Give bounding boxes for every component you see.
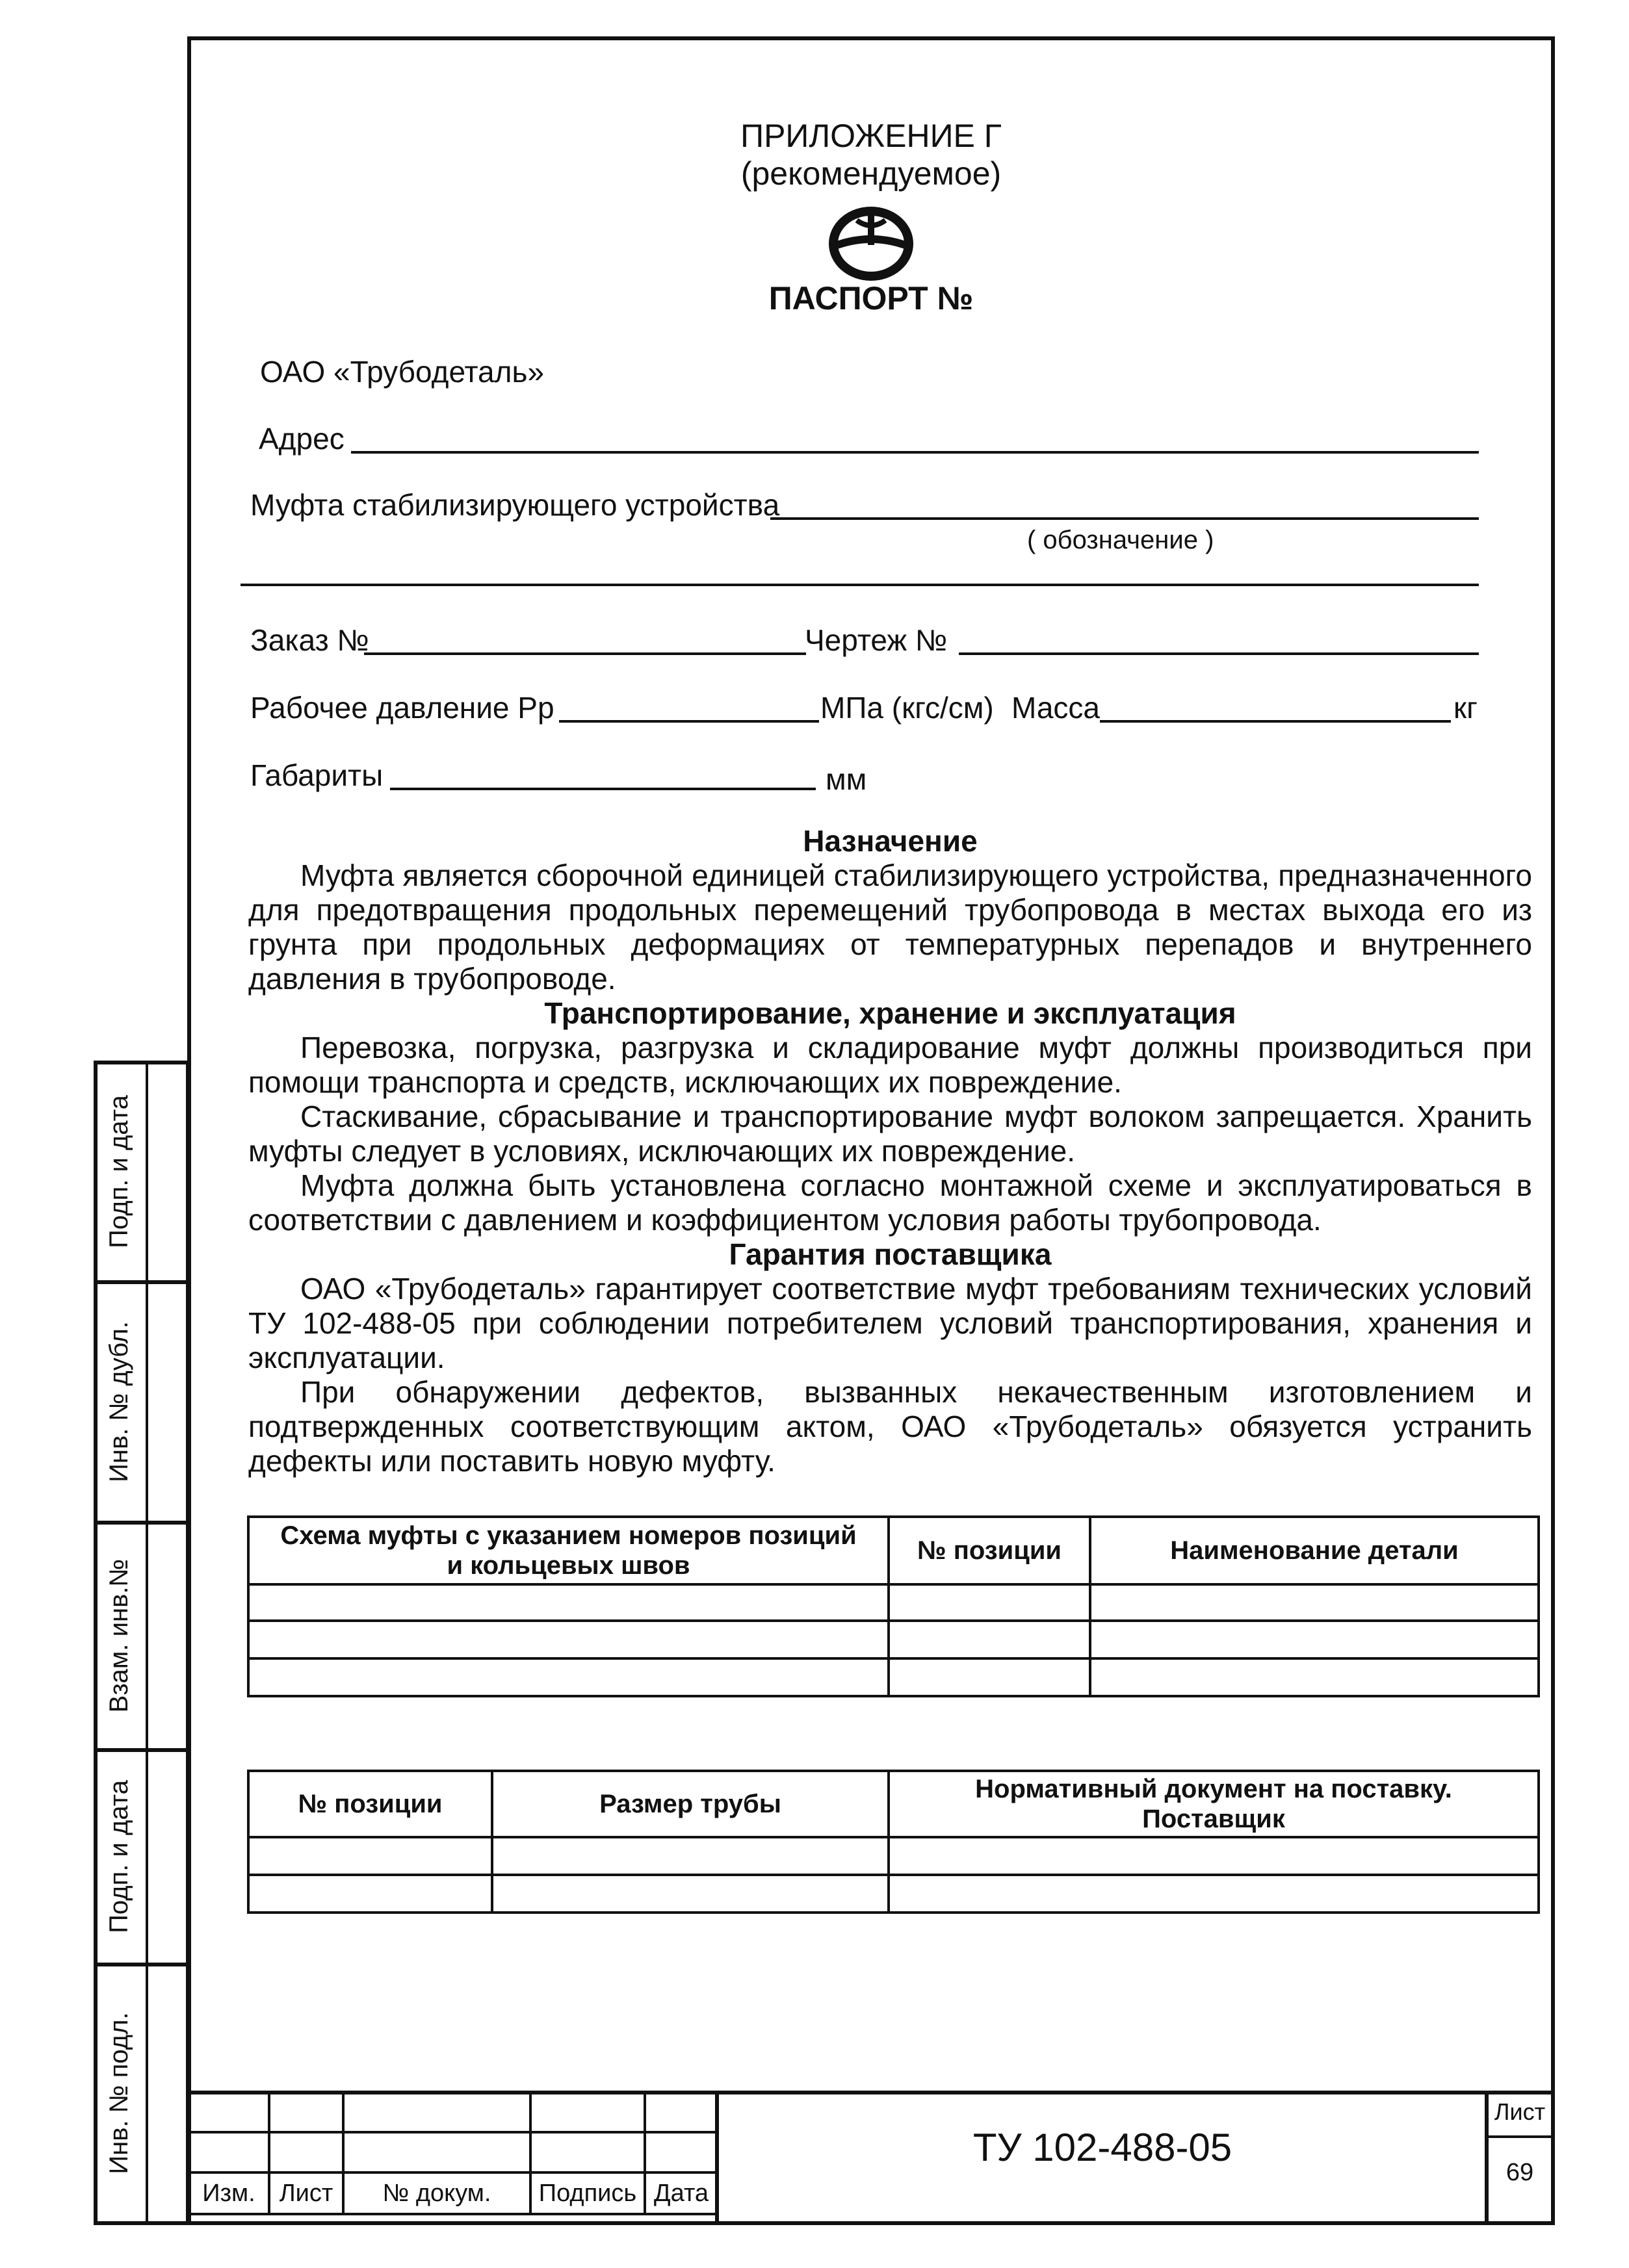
dimensions-unit: мм bbox=[826, 762, 867, 796]
title-block-list: Лист bbox=[269, 2172, 343, 2214]
designation-caption: ( обозначение ) bbox=[1027, 526, 1214, 554]
table-cell[interactable] bbox=[248, 1621, 889, 1658]
table-header-row bbox=[248, 1771, 1539, 1837]
document-code: ТУ 102-488-05 bbox=[972, 2126, 1232, 2169]
table-header-cell: № позиции bbox=[248, 1771, 492, 1837]
table-cell bbox=[343, 2092, 530, 2132]
table-row bbox=[248, 1584, 1539, 1621]
table-cell bbox=[645, 2132, 718, 2172]
table-cell[interactable] bbox=[248, 1875, 492, 1913]
table-cell[interactable] bbox=[248, 1837, 492, 1875]
table-cell[interactable] bbox=[492, 1837, 889, 1875]
table-cell[interactable] bbox=[248, 1658, 889, 1696]
passport-title: ПАСПОРТ № bbox=[768, 280, 974, 316]
table-cell[interactable] bbox=[1090, 1658, 1539, 1696]
table-header-row bbox=[248, 1517, 1539, 1584]
side-stamp-divider bbox=[94, 1748, 190, 1752]
address-label: Адрес bbox=[259, 422, 345, 456]
table-row bbox=[248, 1658, 1539, 1696]
dimensions-label: Габариты bbox=[250, 758, 384, 792]
side-label-inv-podl: Инв. № подл. bbox=[105, 2012, 133, 2174]
designation-line[interactable] bbox=[241, 584, 1479, 586]
transport-paragraph-2: Стаскивание, сбрасывание и транспортирование муфт волоком запрещается. Хранить муфты следует в условиях, исключающих их повреждение. bbox=[248, 1100, 1532, 1168]
purpose-heading: Назначение bbox=[803, 824, 978, 858]
table-cell bbox=[269, 2092, 343, 2132]
table-cell bbox=[269, 2132, 343, 2172]
side-label-inv-dubl: Инв. № дубл. bbox=[105, 1321, 133, 1482]
side-stamp-divider bbox=[94, 1280, 190, 1284]
table-cell[interactable] bbox=[889, 1837, 1539, 1875]
drawing-label: Чертеж № bbox=[805, 623, 948, 657]
order-label: Заказ № bbox=[250, 623, 369, 657]
coupling-field[interactable] bbox=[770, 517, 1479, 520]
dimensions-field[interactable] bbox=[390, 788, 816, 790]
title-block-signature: Подпись bbox=[530, 2172, 645, 2214]
document-body bbox=[248, 824, 1532, 1478]
title-block-date: Дата bbox=[645, 2172, 718, 2214]
title-block-top-border bbox=[187, 2091, 1555, 2094]
side-label-podp-data: Подп. и дата bbox=[105, 1780, 133, 1933]
purpose-text: Муфта является сборочной единицей стабилизирующего устройства, предназначенного для предотвращения продольных перемещений трубопровода в местах выхода его из грунта при продольных деформациях от температурных перепадов и внутреннего давления в трубопроводе. bbox=[248, 858, 1532, 996]
sheet-number: 69 bbox=[1505, 2159, 1534, 2186]
mass-unit: кг bbox=[1453, 691, 1478, 725]
warranty-heading: Гарантия поставщика bbox=[729, 1237, 1052, 1271]
pipes-table bbox=[247, 1770, 1540, 1914]
table-row bbox=[248, 1621, 1539, 1658]
table-cell bbox=[189, 2132, 269, 2172]
transport-paragraph-3: Муфта должна быть установлена согласно монтажной схеме и эксплуатироваться в соответствии с давлением и коэффициентом условия работы трубопровода. bbox=[248, 1168, 1532, 1237]
pressure-label: Рабочее давление Рр bbox=[250, 691, 554, 725]
drawing-field[interactable] bbox=[959, 652, 1479, 655]
mass-label: Масса bbox=[1011, 691, 1101, 725]
sheet-label: Лист bbox=[1494, 2098, 1546, 2125]
transport-heading: Транспортирование, хранение и эксплуатация bbox=[544, 996, 1236, 1030]
pressure-field[interactable] bbox=[559, 720, 819, 723]
table-cell bbox=[530, 2092, 645, 2132]
title-block-table bbox=[187, 2091, 719, 2215]
mass-field[interactable] bbox=[1100, 720, 1451, 723]
title-block-izm: Изм. bbox=[189, 2172, 269, 2214]
table-cell bbox=[530, 2132, 645, 2172]
table-header-cell: Нормативный документ на поставку. Поставщик bbox=[889, 1771, 1539, 1837]
company-name: ОАО «Трубодеталь» bbox=[260, 355, 545, 389]
pressure-unit: МПа (кгс/см) bbox=[820, 691, 994, 725]
table-cell bbox=[189, 2092, 269, 2132]
side-label-podp-data: Подп. и дата bbox=[105, 1095, 133, 1248]
table-row bbox=[248, 1875, 1539, 1913]
table-cell[interactable] bbox=[1090, 1584, 1539, 1621]
side-stamp-divider bbox=[146, 1061, 148, 2225]
parts-table bbox=[247, 1515, 1540, 1697]
table-cell[interactable] bbox=[492, 1875, 889, 1913]
appendix-title: ПРИЛОЖЕНИЕ Г bbox=[740, 118, 1002, 154]
table-header-cell: Схема муфты с указанием номеров позиций и кольцевых швов bbox=[248, 1517, 889, 1584]
warranty-paragraph-2: При обнаружении дефектов, вызванных некачественным изготовлением и подтвержденных соответствующим актом, ОАО «Трубодеталь» обязуется устранить дефекты или поставить новую муфту. bbox=[248, 1375, 1532, 1478]
warranty-paragraph-1: ОАО «Трубодеталь» гарантирует соответствие муфт требованиям технических условий ТУ 102-488-05 при соблюдении потребителем условий транспортирования, хранения и эксплуатации. bbox=[248, 1272, 1532, 1374]
side-stamp-divider bbox=[94, 1963, 190, 1966]
table-cell[interactable] bbox=[1090, 1621, 1539, 1658]
table-cell[interactable] bbox=[889, 1584, 1090, 1621]
address-field[interactable] bbox=[351, 451, 1479, 454]
table-cell[interactable] bbox=[248, 1584, 889, 1621]
table-cell bbox=[645, 2092, 718, 2132]
title-block-divider bbox=[1485, 2135, 1555, 2138]
title-block-doc-no: № докум. bbox=[343, 2172, 530, 2214]
company-logo-icon bbox=[826, 205, 917, 283]
table-cell bbox=[343, 2132, 530, 2172]
table-cell[interactable] bbox=[889, 1875, 1539, 1913]
appendix-subtitle: (рекомендуемое) bbox=[740, 155, 1002, 192]
table-cell[interactable] bbox=[889, 1658, 1090, 1696]
side-label-vzam-inv: Взам. инв.№ bbox=[105, 1558, 133, 1713]
coupling-label: Муфта стабилизирующего устройства bbox=[250, 488, 780, 522]
side-stamp-divider bbox=[94, 1521, 190, 1525]
table-header-cell: № позиции bbox=[889, 1517, 1090, 1584]
table-row bbox=[248, 1837, 1539, 1875]
table-cell[interactable] bbox=[889, 1621, 1090, 1658]
table-header-cell: Размер трубы bbox=[492, 1771, 889, 1837]
table-header-cell: Наименование детали bbox=[1090, 1517, 1539, 1584]
transport-paragraph-1: Перевозка, погрузка, разгрузка и складирование муфт должны производиться при помощи транспорта и средств, исключающих их повреждение. bbox=[248, 1031, 1532, 1099]
order-field[interactable] bbox=[364, 652, 806, 655]
